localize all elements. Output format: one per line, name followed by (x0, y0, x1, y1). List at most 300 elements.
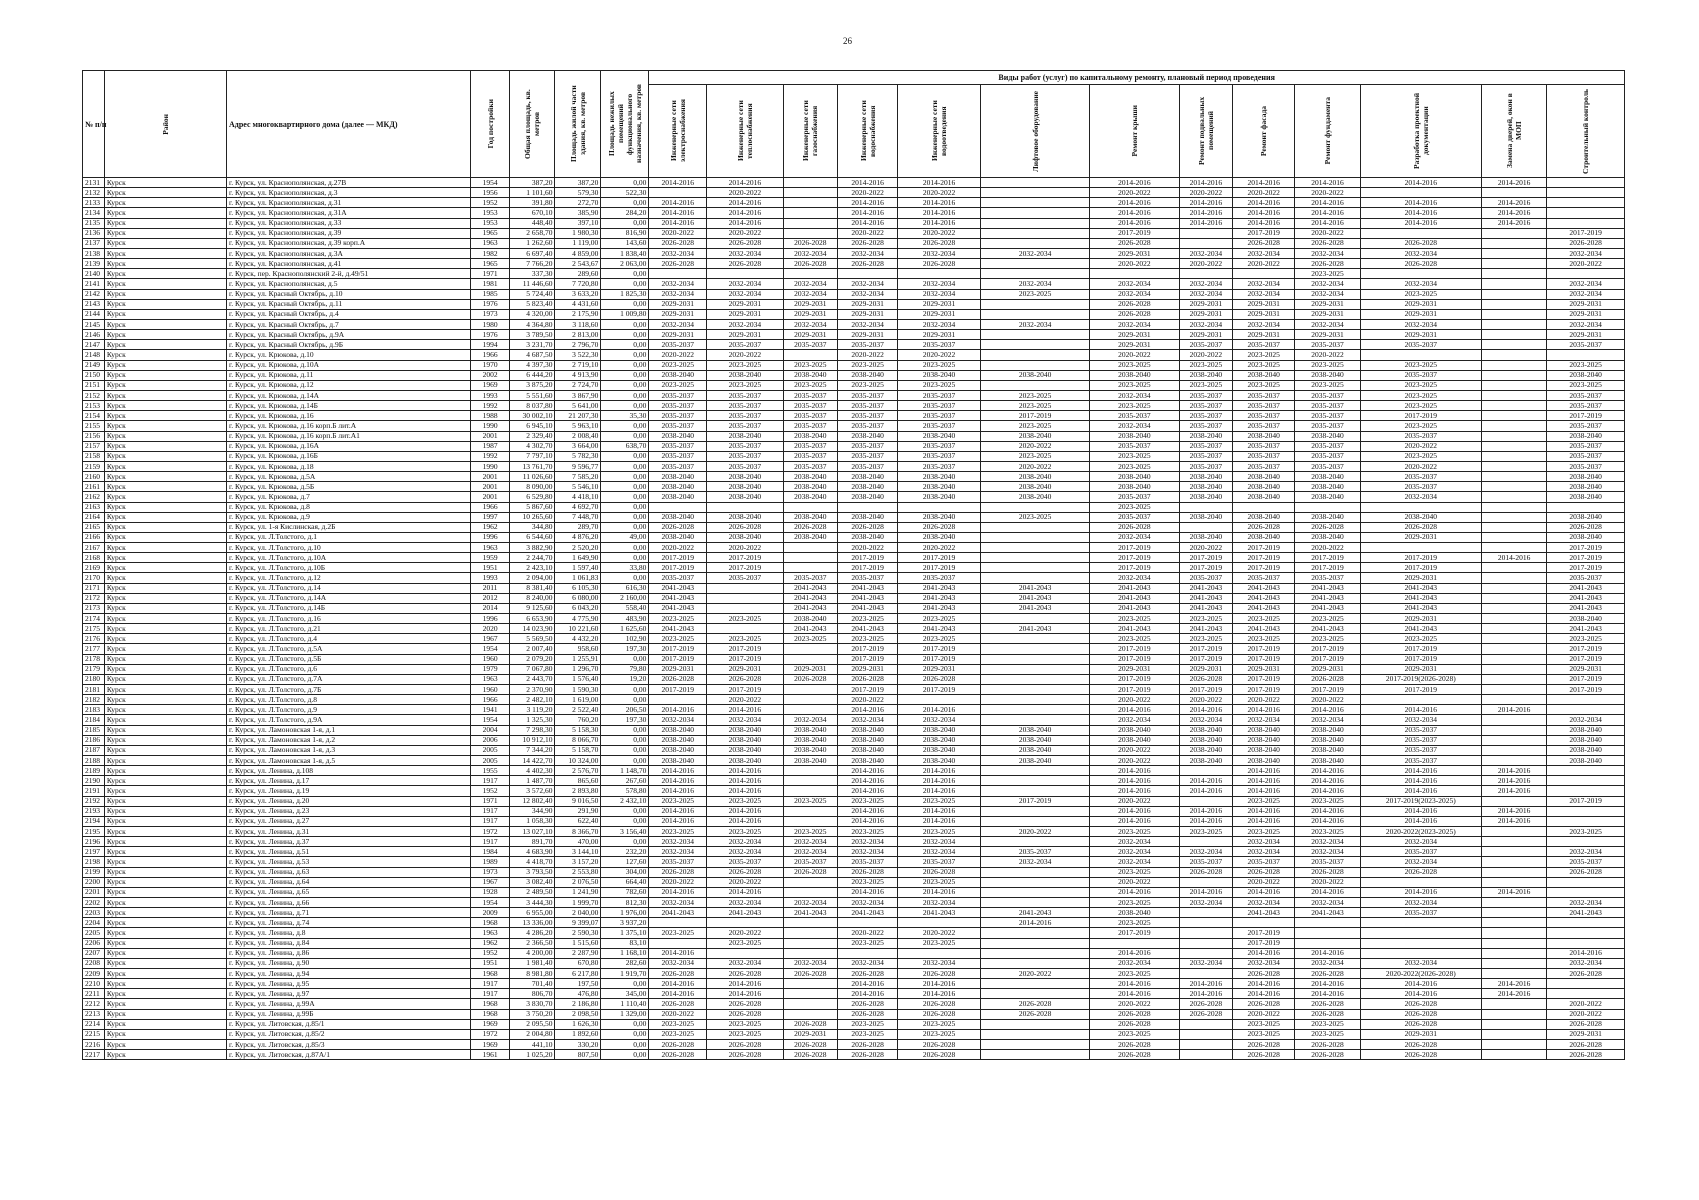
table-cell (783, 928, 838, 938)
table-cell: 2014-2016 (649, 786, 707, 796)
table-cell: 958,60 (555, 644, 601, 654)
table-cell (783, 918, 838, 928)
table-cell: 289,70 (555, 522, 601, 532)
table-cell: 2038-2040 (1233, 370, 1295, 380)
table-cell: 2038-2040 (898, 512, 981, 522)
table-cell: 2032-2034 (838, 248, 898, 258)
table-cell: 0,00 (601, 543, 649, 553)
table-row (83, 968, 1625, 978)
table-cell: 2020-2022 (1090, 259, 1179, 269)
table-cell: 2041-2043 (838, 583, 898, 593)
table-cell (981, 837, 1090, 847)
table-cell: 391,80 (509, 198, 555, 208)
table-cell: 2017-2019 (1090, 553, 1179, 563)
table-cell: 2020-2022 (1295, 877, 1360, 887)
table-cell: Курск (104, 279, 226, 289)
table-cell: 2038-2040 (981, 725, 1090, 735)
table-cell (783, 178, 838, 188)
table-cell: 2038-2040 (1233, 756, 1295, 766)
table-cell: 2017-2019 (1090, 543, 1179, 553)
table-cell: 2020-2022 (1179, 259, 1232, 269)
table-cell: 2026-2028 (838, 522, 898, 532)
table-cell: 2135 (83, 218, 105, 228)
table-row (83, 1019, 1625, 1029)
table-cell: 2023-2025 (1547, 380, 1625, 390)
table-cell: Курск (104, 999, 226, 1009)
table-cell: 2035-2037 (898, 451, 981, 461)
col-nonliving-area-header: Площадь нежилых помещений функционального назначения, кв. метров (601, 71, 649, 178)
table-cell: 2014-2016 (1360, 979, 1481, 989)
table-cell: Курск (104, 958, 226, 968)
table-cell: 1952 (471, 786, 509, 796)
table-cell: 2032-2034 (898, 837, 981, 847)
table-cell: 7 766,20 (509, 259, 555, 269)
table-cell: 2023-2025 (981, 401, 1090, 411)
table-cell: 2014-2016 (1295, 989, 1360, 999)
table-cell: 2041-2043 (649, 603, 707, 613)
table-cell (1179, 908, 1232, 918)
table-cell: 2014-2016 (1360, 806, 1481, 816)
table-cell: Курск (104, 289, 226, 299)
table-cell: 2014-2016 (1179, 198, 1232, 208)
table-cell: 2134 (83, 208, 105, 218)
table-cell: 2038-2040 (981, 735, 1090, 745)
table-cell: 2032-2034 (649, 279, 707, 289)
table-cell (981, 806, 1090, 816)
table-cell: г. Курск, ул. Л.Толстого, д.14Б (227, 603, 471, 613)
table-cell: 2017-2019 (1360, 654, 1481, 664)
table-cell: 2035-2037 (1233, 441, 1295, 451)
table-cell: 2032-2034 (1179, 279, 1232, 289)
table-cell: 4 364,80 (509, 319, 555, 329)
table-cell: 2014-2016 (1233, 887, 1295, 897)
table-cell (1481, 340, 1546, 350)
table-cell: 2032-2034 (783, 319, 838, 329)
table-cell: 2023-2025 (1090, 918, 1179, 928)
table-cell: 2035-2037 (1360, 756, 1481, 766)
table-cell: Курск (104, 685, 226, 695)
table-cell: 2035-2037 (707, 857, 783, 867)
table-cell: 2168 (83, 553, 105, 563)
table-cell: 2035-2037 (898, 461, 981, 471)
table-cell: 2023-2025 (1295, 269, 1360, 279)
table-cell: 2017-2019 (1090, 674, 1179, 684)
table-cell: 2038-2040 (1295, 745, 1360, 755)
table-cell: 2032-2034 (1090, 573, 1179, 583)
table-cell: 2026-2028 (649, 968, 707, 978)
table-cell: г. Курск, ул. Ленина, д.71 (227, 908, 471, 918)
table-cell: 2038-2040 (981, 482, 1090, 492)
table-cell: 2020-2022 (1233, 695, 1295, 705)
table-cell: 2041-2043 (898, 624, 981, 634)
table-cell (1360, 543, 1481, 553)
table-cell (1481, 238, 1546, 248)
table-cell: 5 823,40 (509, 299, 555, 309)
table-cell: 1985 (471, 289, 509, 299)
table-cell: 2032-2034 (981, 248, 1090, 258)
table-cell: 10 221,60 (555, 624, 601, 634)
table-cell: 2148 (83, 350, 105, 360)
table-row (83, 614, 1625, 624)
table-cell: 1966 (471, 350, 509, 360)
table-cell: 2023-2025 (707, 380, 783, 390)
table-cell: 2038-2040 (783, 725, 838, 735)
table-cell: 2 094,00 (509, 573, 555, 583)
table-cell: 2035-2037 (1179, 390, 1232, 400)
table-cell (1179, 1050, 1232, 1060)
table-cell: г. Курск, ул. Крюкова, д.16А (227, 441, 471, 451)
table-cell: 2 063,00 (601, 259, 649, 269)
table-cell: 1 825,30 (601, 289, 649, 299)
table-cell: 2023-2025 (1547, 360, 1625, 370)
table-cell: 3 789,50 (509, 330, 555, 340)
table-cell (1481, 350, 1546, 360)
table-cell: 2026-2028 (783, 522, 838, 532)
table-cell: 816,90 (601, 228, 649, 238)
table-cell: 2041-2043 (1547, 603, 1625, 613)
table-cell: 2026-2028 (838, 867, 898, 877)
table-cell: 289,60 (555, 269, 601, 279)
table-cell: г. Курск, ул. Ленина, д.99А (227, 999, 471, 1009)
table-cell: 2017-2019(2023-2025) (1360, 796, 1481, 806)
table-cell: 2215 (83, 1029, 105, 1039)
table-cell: г. Курск, ул. Краснополянская, д.39 (227, 228, 471, 238)
table-cell: г. Курск, ул. Крюкова, д.7 (227, 492, 471, 502)
table-cell: 2038-2040 (1179, 472, 1232, 482)
table-cell: 2014-2016 (707, 786, 783, 796)
table-cell: 2023-2025 (649, 796, 707, 806)
table-cell: г. Курск, ул. Крюкова, д.5Б (227, 482, 471, 492)
table-cell: г. Курск, ул. Ленина, д.37 (227, 837, 471, 847)
table-cell: 2014-2016 (981, 918, 1090, 928)
table-cell: 1 148,70 (601, 766, 649, 776)
table-cell (1481, 502, 1546, 512)
table-cell: 2014-2016 (1360, 178, 1481, 188)
table-cell: 2032-2034 (1179, 897, 1232, 907)
table-cell (1481, 908, 1546, 918)
table-cell: 2014-2016 (1547, 948, 1625, 958)
table-cell: 2038-2040 (649, 431, 707, 441)
table-cell: 206,50 (601, 705, 649, 715)
table-cell: 2029-2031 (1090, 330, 1179, 340)
table-cell: 2023-2025 (838, 614, 898, 624)
table-cell (1547, 766, 1625, 776)
table-cell: 2041-2043 (1090, 624, 1179, 634)
table-cell: 2023-2025 (838, 877, 898, 887)
table-cell (1481, 603, 1546, 613)
table-cell: 2023-2025 (981, 421, 1090, 431)
table-row (83, 543, 1625, 553)
table-cell: 2023-2025 (1360, 360, 1481, 370)
table-cell: 2197 (83, 847, 105, 857)
table-body (83, 178, 1625, 1060)
table-cell: 2023-2025 (838, 634, 898, 644)
table-cell (1481, 259, 1546, 269)
table-cell: 1981 (471, 279, 509, 289)
table-cell: 2023-2025 (838, 827, 898, 837)
table-cell: 2017-2019 (1233, 553, 1295, 563)
table-cell: 3 522,30 (555, 350, 601, 360)
table-cell: г. Курск, ул. Ленина, д.27 (227, 816, 471, 826)
table-cell: 2038-2040 (838, 482, 898, 492)
table-cell: 2203 (83, 908, 105, 918)
table-cell: 1996 (471, 532, 509, 542)
table-cell (783, 228, 838, 238)
table-cell (981, 948, 1090, 958)
table-cell: 2017-2019 (838, 685, 898, 695)
table-cell: 2026-2028 (783, 238, 838, 248)
table-cell: 2026-2028 (707, 968, 783, 978)
table-cell: 2023-2025 (838, 380, 898, 390)
table-cell: 102,90 (601, 634, 649, 644)
table-cell: 2020-2022 (1233, 1009, 1295, 1019)
table-cell: 2038-2040 (1179, 370, 1232, 380)
table-cell: 2029-2031 (649, 330, 707, 340)
table-cell: 2023-2025 (898, 877, 981, 887)
table-cell: 2032-2034 (1295, 319, 1360, 329)
table-cell: 2191 (83, 786, 105, 796)
table-cell: 2014-2016 (838, 766, 898, 776)
table-cell: 2032-2034 (1090, 837, 1179, 847)
table-cell: 2209 (83, 968, 105, 978)
table-cell (981, 259, 1090, 269)
table-cell: 2029-2031 (1179, 330, 1232, 340)
table-cell: 2035-2037 (707, 573, 783, 583)
table-cell: 2172 (83, 593, 105, 603)
table-cell: 1917 (471, 979, 509, 989)
table-cell: 2017-2019 (1295, 563, 1360, 573)
table-cell: 1963 (471, 674, 509, 684)
table-cell: 2029-2031 (1233, 330, 1295, 340)
col-total-area-header: Общая площадь, кв. метров (509, 71, 555, 178)
table-cell: 2143 (83, 299, 105, 309)
table-cell: 14 422,70 (509, 756, 555, 766)
table-cell: 2017-2019 (981, 796, 1090, 806)
table-cell: 2014-2016 (1233, 776, 1295, 786)
table-cell (1481, 725, 1546, 735)
table-cell (783, 877, 838, 887)
table-cell: 1968 (471, 968, 509, 978)
table-cell (981, 330, 1090, 340)
table-cell: 664,40 (601, 877, 649, 887)
table-cell: 2038-2040 (1295, 431, 1360, 441)
table-row (83, 238, 1625, 248)
table-cell: 2026-2028 (898, 999, 981, 1009)
table-cell: 2038-2040 (783, 532, 838, 542)
table-cell: 1997 (471, 512, 509, 522)
table-row (83, 553, 1625, 563)
table-row (83, 1009, 1625, 1019)
table-cell: 2014-2016 (838, 816, 898, 826)
table-cell: 2 366,50 (509, 938, 555, 948)
col-work-header: Лифтовое оборудование (981, 85, 1090, 178)
table-cell: 2041-2043 (783, 583, 838, 593)
table-cell: 2032-2034 (783, 847, 838, 857)
table-cell: 2 719,10 (555, 360, 601, 370)
table-cell: 2032-2034 (1547, 958, 1625, 968)
table-cell: 2190 (83, 776, 105, 786)
table-cell: 2020-2022 (1179, 188, 1232, 198)
table-cell: 2014-2016 (1090, 198, 1179, 208)
table-cell: 2032-2034 (1233, 248, 1295, 258)
table-cell: 2038-2040 (1179, 482, 1232, 492)
table-cell: 2035-2037 (1179, 421, 1232, 431)
table-row (83, 248, 1625, 258)
table-cell: 2 520,20 (555, 543, 601, 553)
table-cell (981, 877, 1090, 887)
table-cell: 2038-2040 (898, 745, 981, 755)
table-cell: 2026-2028 (1295, 1050, 1360, 1060)
table-cell: 2017-2019 (1547, 543, 1625, 553)
table-row (83, 421, 1625, 431)
table-cell: 345,00 (601, 989, 649, 999)
table-cell: г. Курск, ул. Ленина, д.86 (227, 948, 471, 958)
table-cell: 2026-2028 (1295, 867, 1360, 877)
table-cell: 2029-2031 (1179, 664, 1232, 674)
table-cell: 2014-2016 (1481, 887, 1546, 897)
table-cell: г. Курск, ул. Ленина, д.8 (227, 928, 471, 938)
table-cell: 2026-2028 (1090, 1019, 1179, 1029)
table-cell: Курск (104, 664, 226, 674)
table-cell: 2035-2037 (838, 390, 898, 400)
table-cell (1481, 958, 1546, 968)
table-cell: 2038-2040 (981, 472, 1090, 482)
table-cell: 10 324,00 (555, 756, 601, 766)
table-cell: 2041-2043 (783, 624, 838, 634)
table-cell: 2038-2040 (649, 756, 707, 766)
table-row (83, 188, 1625, 198)
table-cell: 2023-2025 (1090, 968, 1179, 978)
table-cell: 2026-2028 (838, 259, 898, 269)
table-cell: 2023-2025 (1295, 614, 1360, 624)
table-cell: 2014-2016 (1090, 948, 1179, 958)
table-cell (838, 918, 898, 928)
table-cell: 2014-2016 (1481, 218, 1546, 228)
table-cell: 2005 (471, 745, 509, 755)
table-cell: 2208 (83, 958, 105, 968)
table-cell: 2038-2040 (1295, 492, 1360, 502)
table-cell: 2020-2022 (1090, 350, 1179, 360)
table-cell: 2017-2019 (1295, 654, 1360, 664)
table-cell: 2026-2028 (1090, 1050, 1179, 1060)
table-cell: 2038-2040 (838, 745, 898, 755)
table-cell: 2035-2037 (649, 451, 707, 461)
table-cell: 2020-2022 (1547, 999, 1625, 1009)
table-cell (1295, 918, 1360, 928)
table-cell: 2029-2031 (1360, 330, 1481, 340)
table-cell: 197,30 (601, 715, 649, 725)
table-cell: 2014-2016 (1481, 198, 1546, 208)
table-row (83, 725, 1625, 735)
table-cell: 2038-2040 (1295, 532, 1360, 542)
table-cell: 2035-2037 (1547, 421, 1625, 431)
table-cell: 385,90 (555, 208, 601, 218)
table-cell: 2035-2037 (1295, 411, 1360, 421)
table-cell: 2038-2040 (838, 512, 898, 522)
table-cell (1547, 887, 1625, 897)
table-cell: 2038-2040 (1295, 735, 1360, 745)
table-cell (1360, 918, 1481, 928)
table-cell: 2029-2031 (1360, 573, 1481, 583)
table-cell: 2014-2016 (1360, 776, 1481, 786)
table-cell: 2038-2040 (783, 482, 838, 492)
table-cell: Курск (104, 897, 226, 907)
table-cell: 2017-2019 (1547, 553, 1625, 563)
table-cell: 2035-2037 (1360, 745, 1481, 755)
table-cell: г. Курск, ул. Ленина, д.90 (227, 958, 471, 968)
table-cell: Курск (104, 573, 226, 583)
table-cell: Курск (104, 837, 226, 847)
table-cell: 2014-2016 (1233, 766, 1295, 776)
table-cell (707, 624, 783, 634)
table-cell: 2041-2043 (1360, 583, 1481, 593)
table-cell: Курск (104, 248, 226, 258)
table-cell: 470,00 (555, 837, 601, 847)
table-cell: 2026-2028 (898, 522, 981, 532)
table-cell: 0,00 (601, 522, 649, 532)
table-cell: Курск (104, 522, 226, 532)
table-cell: 2035-2037 (783, 451, 838, 461)
table-cell: 2032-2034 (981, 279, 1090, 289)
table-cell (1179, 948, 1232, 958)
table-cell: 2014-2016 (1360, 208, 1481, 218)
table-cell: 1917 (471, 816, 509, 826)
table-row (83, 664, 1625, 674)
table-cell: 2023-2025 (1233, 796, 1295, 806)
table-cell: 0,00 (601, 685, 649, 695)
table-cell: 2026-2028 (1360, 1019, 1481, 1029)
table-row (83, 685, 1625, 695)
table-cell: 2014-2016 (1360, 989, 1481, 999)
table-cell: 2032-2034 (1295, 289, 1360, 299)
table-cell: 2014-2016 (649, 776, 707, 786)
table-cell: 2026-2028 (707, 238, 783, 248)
table-cell (1481, 634, 1546, 644)
table-cell: 2032-2034 (707, 319, 783, 329)
table-cell (1179, 968, 1232, 978)
table-cell: 2032-2034 (1179, 715, 1232, 725)
table-cell: 2162 (83, 492, 105, 502)
table-cell: г. Курск, ул. Ленина, д.108 (227, 766, 471, 776)
table-cell: 2017-2019 (1090, 644, 1179, 654)
table-cell: 2014-2016 (649, 218, 707, 228)
table-cell: Курск (104, 968, 226, 978)
table-cell: 2026-2028 (1547, 1050, 1625, 1060)
table-cell: 2023-2025 (707, 796, 783, 806)
table-cell (649, 918, 707, 928)
table-cell: 2026-2028 (898, 968, 981, 978)
table-cell: 2026-2028 (981, 1009, 1090, 1019)
table-cell: 2023-2025 (1179, 827, 1232, 837)
table-cell: г. Курск, ул. Ленина, д.65 (227, 887, 471, 897)
table-cell: 2023-2025 (981, 451, 1090, 461)
table-cell: 2 796,70 (555, 340, 601, 350)
table-cell: 2023-2025 (649, 614, 707, 624)
table-cell: 1 590,30 (555, 685, 601, 695)
table-cell: 3 082,40 (509, 877, 555, 887)
table-row (83, 330, 1625, 340)
table-cell: 2198 (83, 857, 105, 867)
table-cell: 1951 (471, 563, 509, 573)
table-row (83, 441, 1625, 451)
table-cell: 2029-2031 (1295, 664, 1360, 674)
table-cell: 2035-2037 (838, 421, 898, 431)
page-number: 26 (843, 36, 852, 46)
table-row (83, 928, 1625, 938)
table-cell: 0,00 (601, 198, 649, 208)
table-cell (838, 502, 898, 512)
table-cell: 2023-2025 (707, 938, 783, 948)
